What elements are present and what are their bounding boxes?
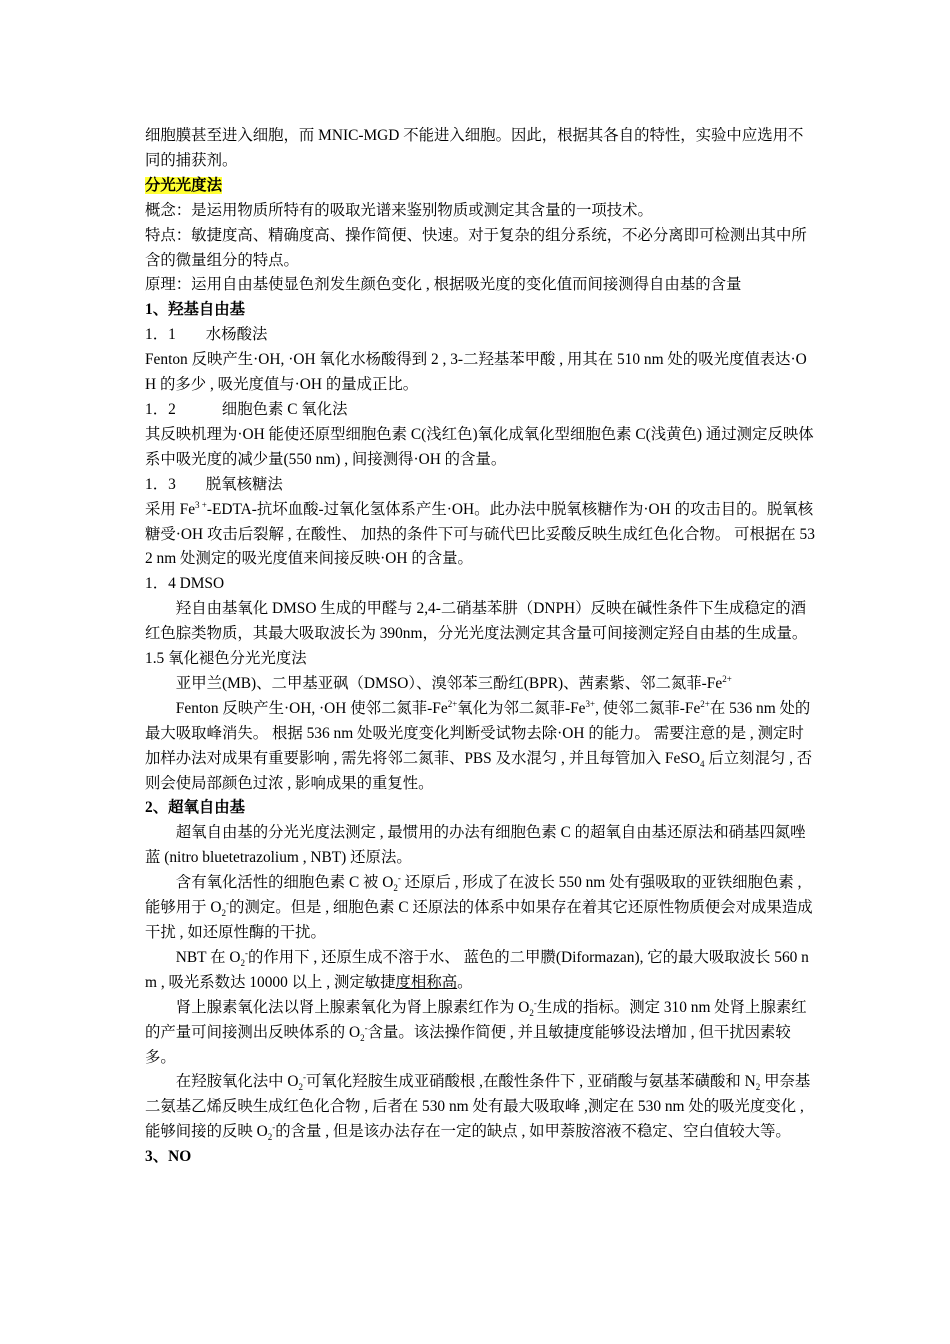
paragraph-fenton-phenanthroline [145, 697, 815, 797]
subscript: 4 [699, 758, 705, 769]
o2-formula: $O_2^-$ [518, 997, 537, 1018]
o2-formula: $O_2^-$ [382, 873, 401, 894]
highlighted-heading: 分光光度法 [145, 176, 222, 194]
section-number: 1．2 [145, 400, 176, 418]
section-number: 1．1 [145, 326, 176, 344]
text-run: 生成的指标。测定 310 nm 处肾上腺素红的产量可间接测出反映体系的 [145, 998, 807, 1041]
text-run: 在 536 nm 处的最大吸取峰消失。 根据 536 nm 处吸光度变化判断受试物去除·OH 的能力。 需要注意的是 , 测定时加样办法对成果有重要影响 , 需先将邻二氮菲、PBS 及水混匀 , 并且每管加入 FeSO [145, 699, 811, 767]
text-run: 后立刻混匀 , 否则会使局部颜色过浓 , 影响成果的重复性。 [145, 749, 813, 792]
paragraph-dmso: 羟自由基氧化 DMSO 生成的甲醛与 2,4-二硝基苯肼（DNPH）反映在碱性条件下生成稳定的酒红色腙类物质，其最大吸取波长为 390nm，分光光度法测定其含量可间接测定羟自由基的生成量。 [145, 600, 808, 643]
subheading-1-4: 1．4 DMSO [145, 575, 225, 593]
paragraph-salicylic: Fenton 反映产生·OH, ·OH 氧化水杨酸得到 2 , 3-二羟基苯甲酸 , 用其在 510 nm 处的吸光度值表达·OH 的多少 , 吸光度值与·OH 的量成正比。 [145, 351, 807, 394]
text-run: 在羟胺氧化法中 [175, 1073, 288, 1091]
text-run: 亚甲兰(MB)、二甲基亚砜（DMSO）、溴邻苯三酚红(BPR)、茜素紫、邻二氮菲-Fe [175, 674, 723, 692]
text-run: 肾上腺素氧化法以肾上腺素氧化为肾上腺素红作为 [175, 998, 519, 1016]
text-run: 采用 Fe [145, 500, 196, 518]
section-number: 1．3 [145, 475, 176, 493]
superscript: 2+ [722, 673, 732, 684]
subheading-1-3 [145, 473, 815, 498]
paragraph-deoxyribose [145, 498, 815, 573]
heading-superoxide-radical: 2、超氧自由基 [145, 799, 246, 817]
o2-formula: $O_2^-$ [287, 1072, 307, 1093]
paragraph-fading-reagents [145, 672, 815, 697]
text-run: 。 [457, 973, 473, 991]
subheading-1-2 [145, 398, 815, 423]
o2-formula: $O_2^-$ [210, 897, 230, 919]
text-run: 的测定。但是 , 细胞色素 C 还原法的体系中如果存在着其它还原性物质便会对成果造成干扰 , 如还原性酶的干扰。 [145, 899, 813, 941]
superscript: 2+ [700, 698, 710, 709]
text-run: 含有氧化活性的细胞色素 C 被 [175, 874, 383, 892]
paragraph-concept: 概念：是运用物质所特有的吸取光谱来鉴别物质或测定其含量的一项技术。 [145, 201, 653, 219]
section-title: 水杨酸法 [205, 326, 268, 344]
text-run: 的作用下 , 还原生成不溶于水、 蓝色的二甲臜(Diformazan), 它的最大吸取波长 560 nm , 吸光系数达 10000 以上 , 测定敏捷 [145, 948, 809, 991]
text-run: 还原后 , 形成了在波长 550 nm 处有强吸取的亚铁细胞色素 , 能够用于 [145, 874, 802, 917]
superscript: 3+ [585, 698, 596, 709]
subscript: 2 [755, 1082, 761, 1093]
text-run: 的含量 , 但是该办法存在一定的缺点 , 如甲萘胺溶液不稳定、空白值较大等。 [275, 1123, 791, 1141]
subheading-1-1 [145, 323, 815, 348]
text-run: 可氧化羟胺生成亚硝酸根 ,在酸性条件下 , 亚硝酸与氨基苯磺酸和 N [306, 1073, 756, 1091]
text-run: , 使邻二氮菲-Fe [595, 699, 701, 717]
text-run: NBT 在 [175, 948, 230, 966]
section-title: 脱氧核糖法 [205, 475, 283, 493]
paragraph-nbt [145, 946, 815, 996]
superscript: 2+ [447, 698, 458, 709]
heading-hydroxyl-radical: 1、羟基自由基 [145, 301, 246, 319]
paragraph-cytochrome-reduction [145, 871, 815, 946]
paragraph-intro: 细胞膜甚至进入细胞，而 MNIC-MGD 不能进入细胞。因此，根据其各自的特性，实验中应选用不同的捕获剂。 [145, 127, 804, 169]
o2-formula: $O_2^-$ [256, 1122, 276, 1143]
o2-formula: $O_2^-$ [229, 947, 249, 968]
paragraph-superoxide-methods: 超氧自由基的分光光度法测定 , 最惯用的办法有细胞色素 C 的超氧自由基还原法和硝基四氮唑蓝 (nitro bluetetrazolium , NBT) 还原法。 [145, 824, 806, 867]
underlined-text: 度相称高 [395, 973, 458, 991]
paragraph-principle: 原理：运用自由基使显色剂发生颜色变化 , 根据吸光度的变化值而间接测得自由基的含量 [145, 276, 742, 294]
o2-formula: $O_2^-$ [348, 1022, 368, 1043]
section-title: 细胞色素 C 氧化法 [221, 400, 348, 418]
paragraph-feature: 特点：敏捷度高、精确度高、操作简便、快速。对于复杂的组分系统，不必分离即可检测出其中所含的微量组分的特点。 [145, 226, 807, 269]
text-run: 甲奈基二氨基乙烯反映生成红色化合物 , 后者在 530 nm 处有最大吸取峰 ,测定在 530 nm 处的吸光度变化 , 能够间接的反映 [145, 1073, 811, 1141]
text-run: 含量。该法操作简便 , 并且敏捷度能够设法增加 , 但干扰因素较多。 [145, 1023, 791, 1066]
text-run: 氧化为邻二氮菲-Fe [457, 699, 586, 717]
text-run: Fenton 反映产生·OH, ·OH 使邻二氮菲-Fe [175, 699, 448, 717]
heading-no: 3、NO [145, 1148, 192, 1166]
heading-spectrophotometry [145, 174, 815, 199]
document-page [145, 124, 815, 1170]
superscript: 3 + [195, 499, 207, 510]
paragraph-cytochrome: 其反映机理为·OH 能使还原型细胞色素 C(浅红色)氧化成氧化型细胞色素 C(浅黄色) 通过测定反映体系中吸光度的减少量(550 nm) , 间接测得·OH 的含量。 [145, 425, 814, 468]
paragraph-hydroxylamine [145, 1070, 815, 1145]
subheading-1-5: 1.5 氧化褪色分光光度法 [145, 650, 307, 668]
text-run: -EDTA-抗坏血酸-过氧化氢体系产生·OH。此办法中脱氧核糖作为·OH 的攻击目的。脱氧核糖受·OH 攻击后裂解 , 在酸性、 加热的条件下可与硫代巴比妥酸反映生成红色化合物。 可根据在 532 nm 处测定的吸光度值来间接反映·OH 的含量。 [145, 500, 815, 568]
paragraph-adrenaline [145, 996, 815, 1071]
